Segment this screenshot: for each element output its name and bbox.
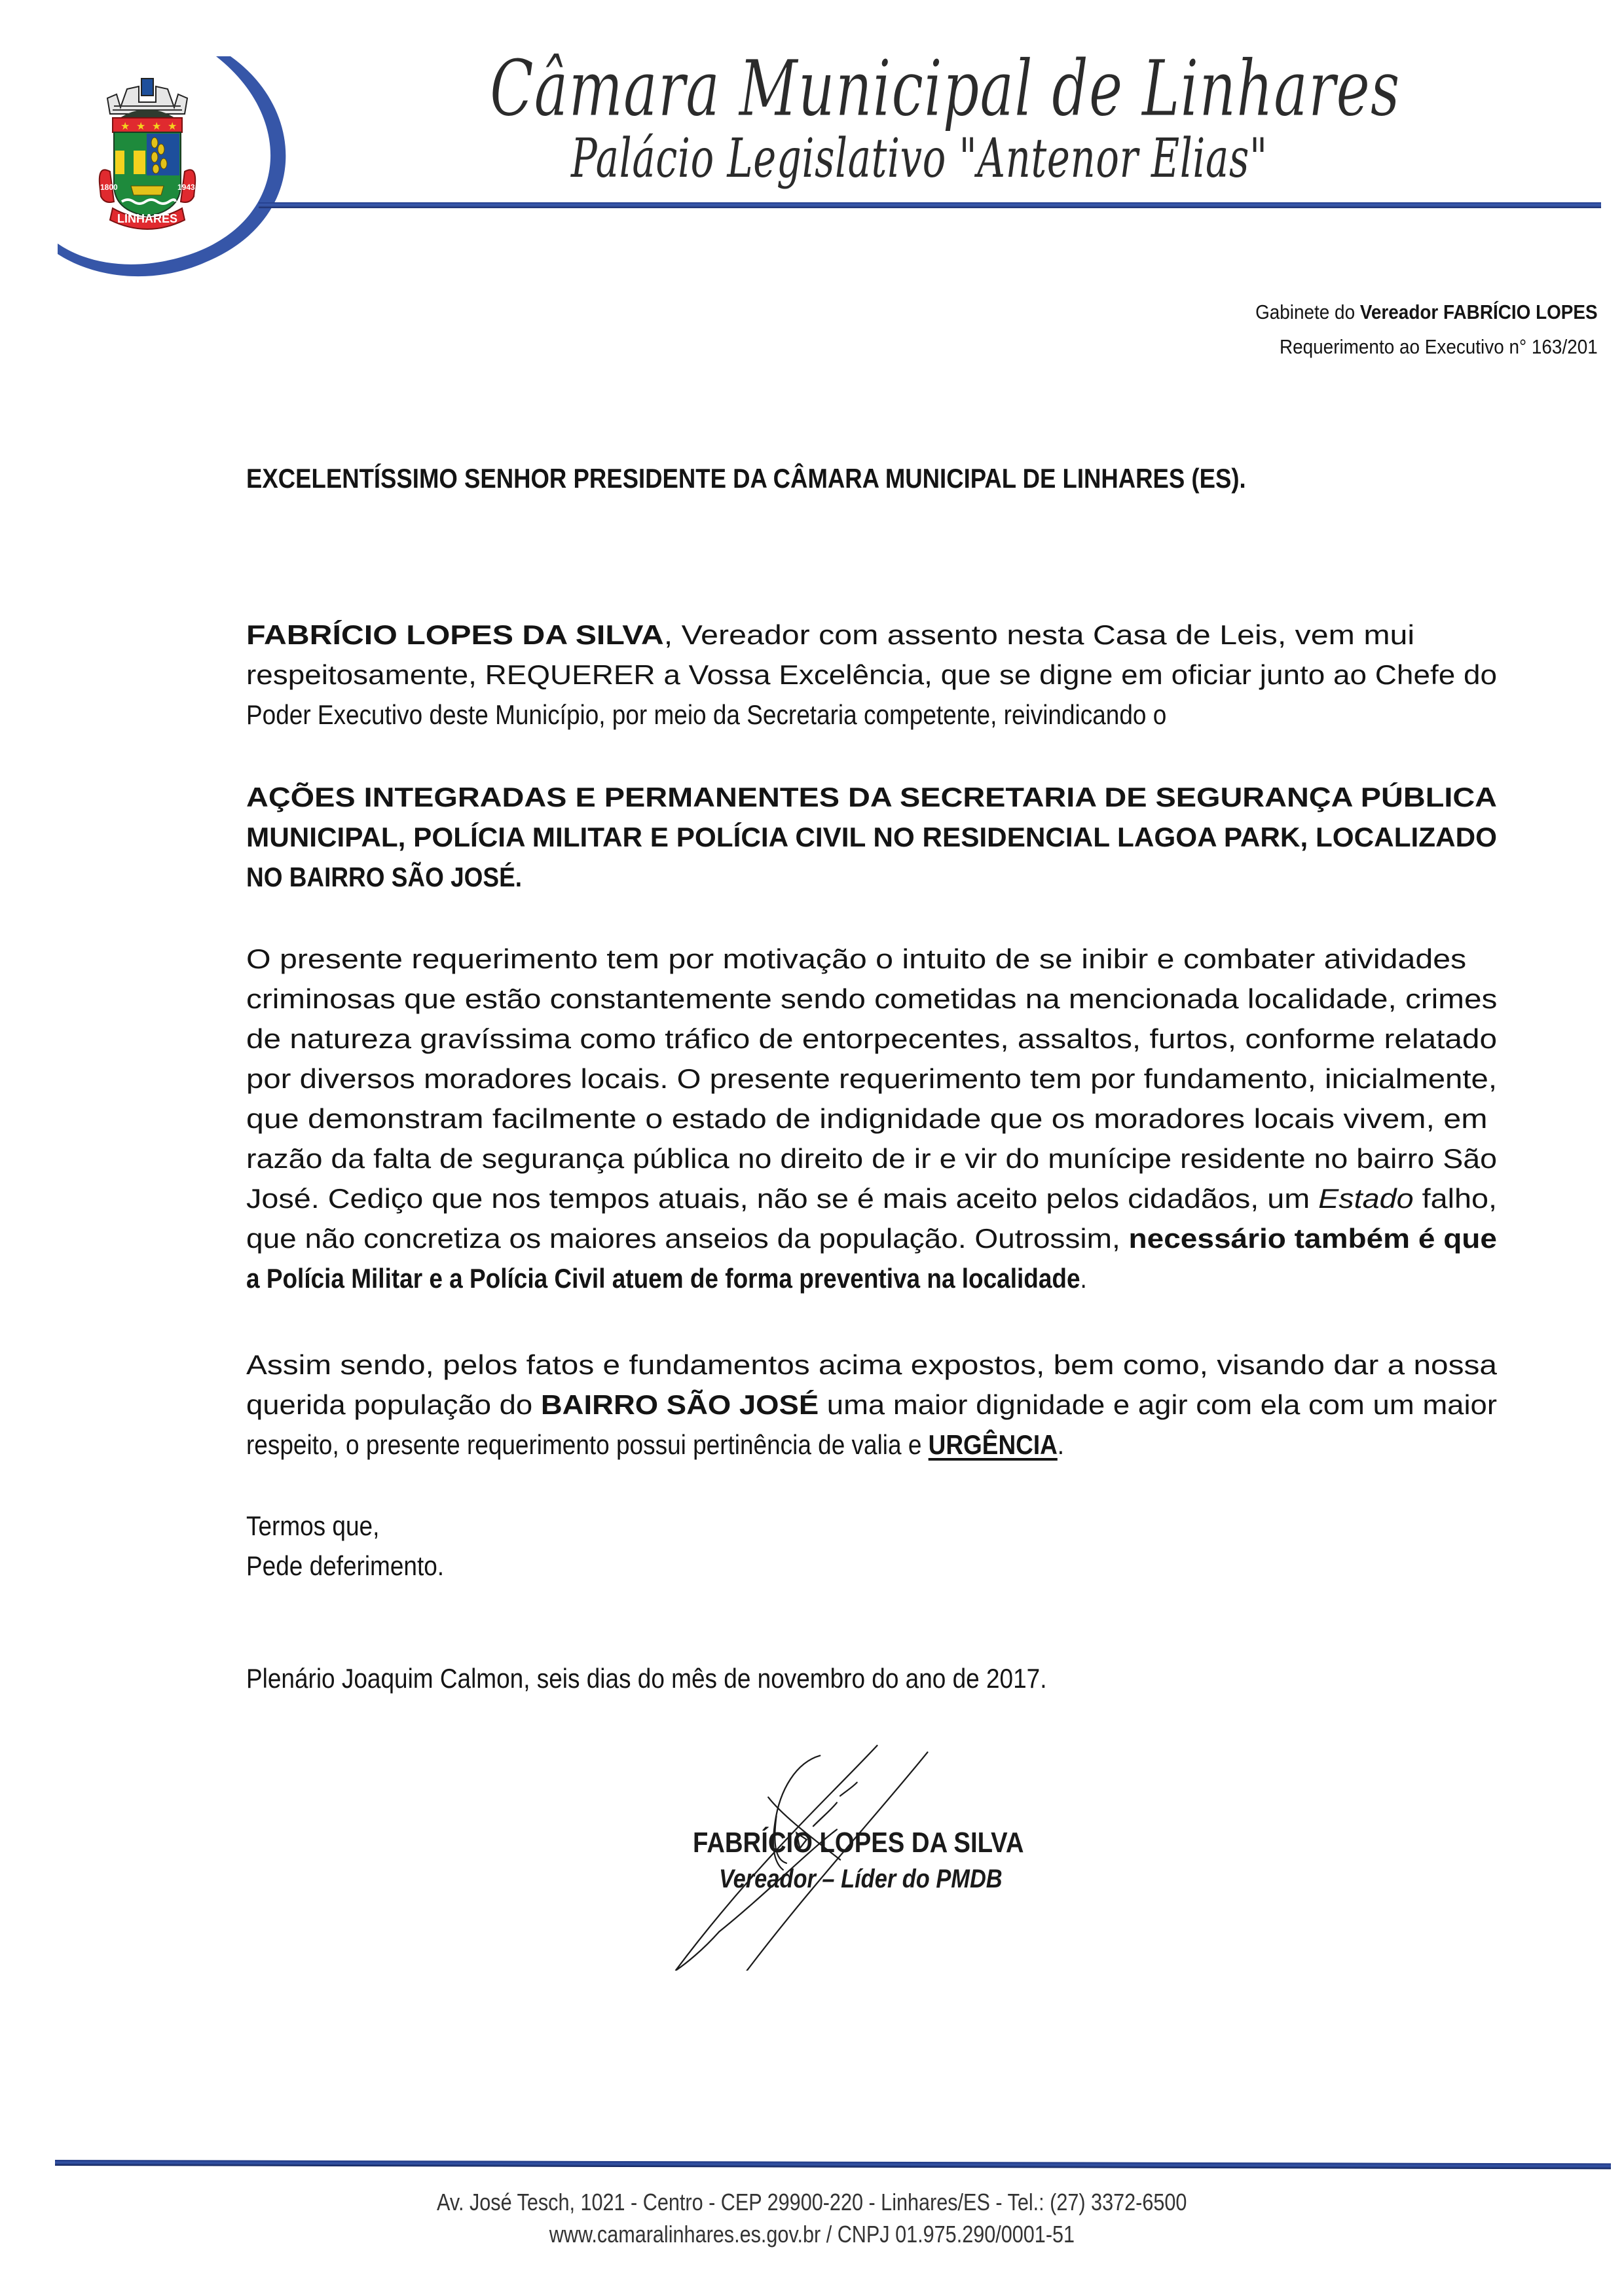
svg-text:★: ★ (168, 121, 177, 132)
footer-website-text[interactable]: www.camaralinhares.es.gov.br / CNPJ 01.975.290/0001-51 (549, 2221, 1075, 2248)
text-line (246, 1385, 1497, 1425)
crest-ribbon-text: LINHARES (117, 212, 178, 225)
addressee-heading: EXCELENTÍSSIMO SENHOR PRESIDENTE DA CÂMARA MUNICIPAL DE LINHARES (ES). (246, 463, 1246, 494)
italic-term: Estado (1318, 1183, 1414, 1214)
text-line: de natureza gravíssima como tráfico de entorpecentes, assaltos, furtos, conforme relatado (246, 1023, 1497, 1054)
municipal-coat-of-arms-logo (98, 73, 196, 230)
mural-crown-icon (107, 79, 187, 119)
svg-text:★: ★ (120, 121, 130, 132)
text-line: Pede deferimento. (246, 1550, 445, 1581)
institution-name: Câmara Municipal de Linhares (490, 43, 1401, 134)
text-line: por diversos moradores locais. O presente requerimento tem por fundamento, inicialmente, (246, 1063, 1497, 1094)
text-span: . (1057, 1429, 1065, 1460)
text-line: Poder Executivo deste Município, por meio da Secretaria competente, reivindicando o (246, 699, 1167, 730)
text-line: razão da falta de segurança pública no direito de ir e vir do munícipe residente no bairro São (246, 1143, 1498, 1174)
paragraph-conclusion (246, 1345, 1497, 1465)
text-span: José. Cediço que nos tempos atuais, não se é mais aceito pelos cidadãos, um (246, 1183, 1319, 1214)
footer-website (0, 2221, 1624, 2248)
text-span: querida população do (246, 1389, 541, 1420)
text-span: . (1080, 1263, 1087, 1294)
crest-year-right: 1943 (177, 183, 195, 192)
text-line: Assim sendo, pelos fatos e fundamentos acima expostos, bem como, visando dar a nossa (246, 1349, 1497, 1380)
place-and-date: Plenário Joaquim Calmon, seis dias do mês de novembro do ano de 2017. (246, 1663, 1047, 1694)
bold-emphasis: a Polícia Militar e a Polícia Civil atuem de forma preventiva na localidade (246, 1263, 1080, 1294)
text-line (246, 615, 1414, 655)
office-line (1255, 301, 1598, 324)
text-span: uma maior dignidade e agir com ela com um maior (819, 1389, 1497, 1420)
text-line: que demonstram facilmente o estado de indignidade que os moradores locais vivem, em (246, 1103, 1488, 1134)
header-rule (259, 202, 1601, 208)
text-span: falho, (1413, 1183, 1498, 1214)
text-line: Termos que, (246, 1510, 380, 1541)
institution-subtitle: Palácio Legislativo "Antenor Elias" (571, 128, 1268, 190)
urgency-emphasis: URGÊNCIA (928, 1429, 1058, 1460)
text-span: que não concretiza os maiores anseios da população. Outrossim, (246, 1223, 1129, 1254)
paragraph-request (246, 615, 1497, 735)
signatory-name: FABRÍCIO LOPES DA SILVA (693, 1827, 1024, 1859)
svg-text:★: ★ (152, 121, 162, 132)
request-reference: Requerimento ao Executivo n° 163/201 (1280, 335, 1598, 358)
svg-text:★: ★ (136, 121, 146, 132)
text-line: AÇÕES INTEGRADAS E PERMANENTES DA SECRETARIA DE SEGURANÇA PÚBLICA (246, 782, 1498, 812)
signatory-role: Vereador – Líder do PMDB (719, 1865, 1003, 1893)
text-line: NO BAIRRO SÃO JOSÉ. (246, 862, 522, 892)
bold-emphasis: BAIRRO SÃO JOSÉ (540, 1389, 819, 1420)
footer-address-text: Av. José Tesch, 1021 - Centro - CEP 29900-220 - Linhares/ES - Tel.: (27) 3372-6500 (437, 2189, 1187, 2215)
text-line: MUNICIPAL, POLÍCIA MILITAR E POLÍCIA CIVIL NO RESIDENCIAL LAGOA PARK, LOCALIZADO (246, 822, 1497, 852)
text-span: , Vereador com assento nesta Casa de Leis, vem mui (663, 619, 1415, 650)
text-line (246, 1425, 1064, 1465)
footer-rule (55, 2160, 1611, 2169)
office-councilor: Vereador FABRÍCIO LOPES (1360, 301, 1598, 323)
text-line: O presente requerimento tem por motivação o intuito de se inibir e combater atividades (246, 943, 1467, 974)
bold-emphasis: necessário também é que (1128, 1223, 1497, 1254)
text-line: respeitosamente, REQUERER a Vossa Excelência, que se digne em oficiar junto ao Chefe do (246, 659, 1497, 690)
text-span: respeito, o presente requerimento possui pertinência de valia e (246, 1429, 929, 1460)
text-line (246, 1258, 1087, 1298)
footer-address (0, 2189, 1624, 2216)
requester-name: FABRÍCIO LOPES DA SILVA (246, 619, 664, 650)
paragraph-subject (246, 777, 1497, 897)
paragraph-motivation (246, 939, 1497, 1298)
text-line (246, 1218, 1497, 1258)
crest-year-left: 1800 (100, 183, 118, 192)
text-line (246, 1178, 1497, 1218)
text-line: criminosas que estão constantemente sendo cometidas na mencionada localidade, crimes (246, 983, 1498, 1014)
office-prefix: Gabinete do (1255, 301, 1361, 323)
closing-formula (246, 1506, 1497, 1586)
